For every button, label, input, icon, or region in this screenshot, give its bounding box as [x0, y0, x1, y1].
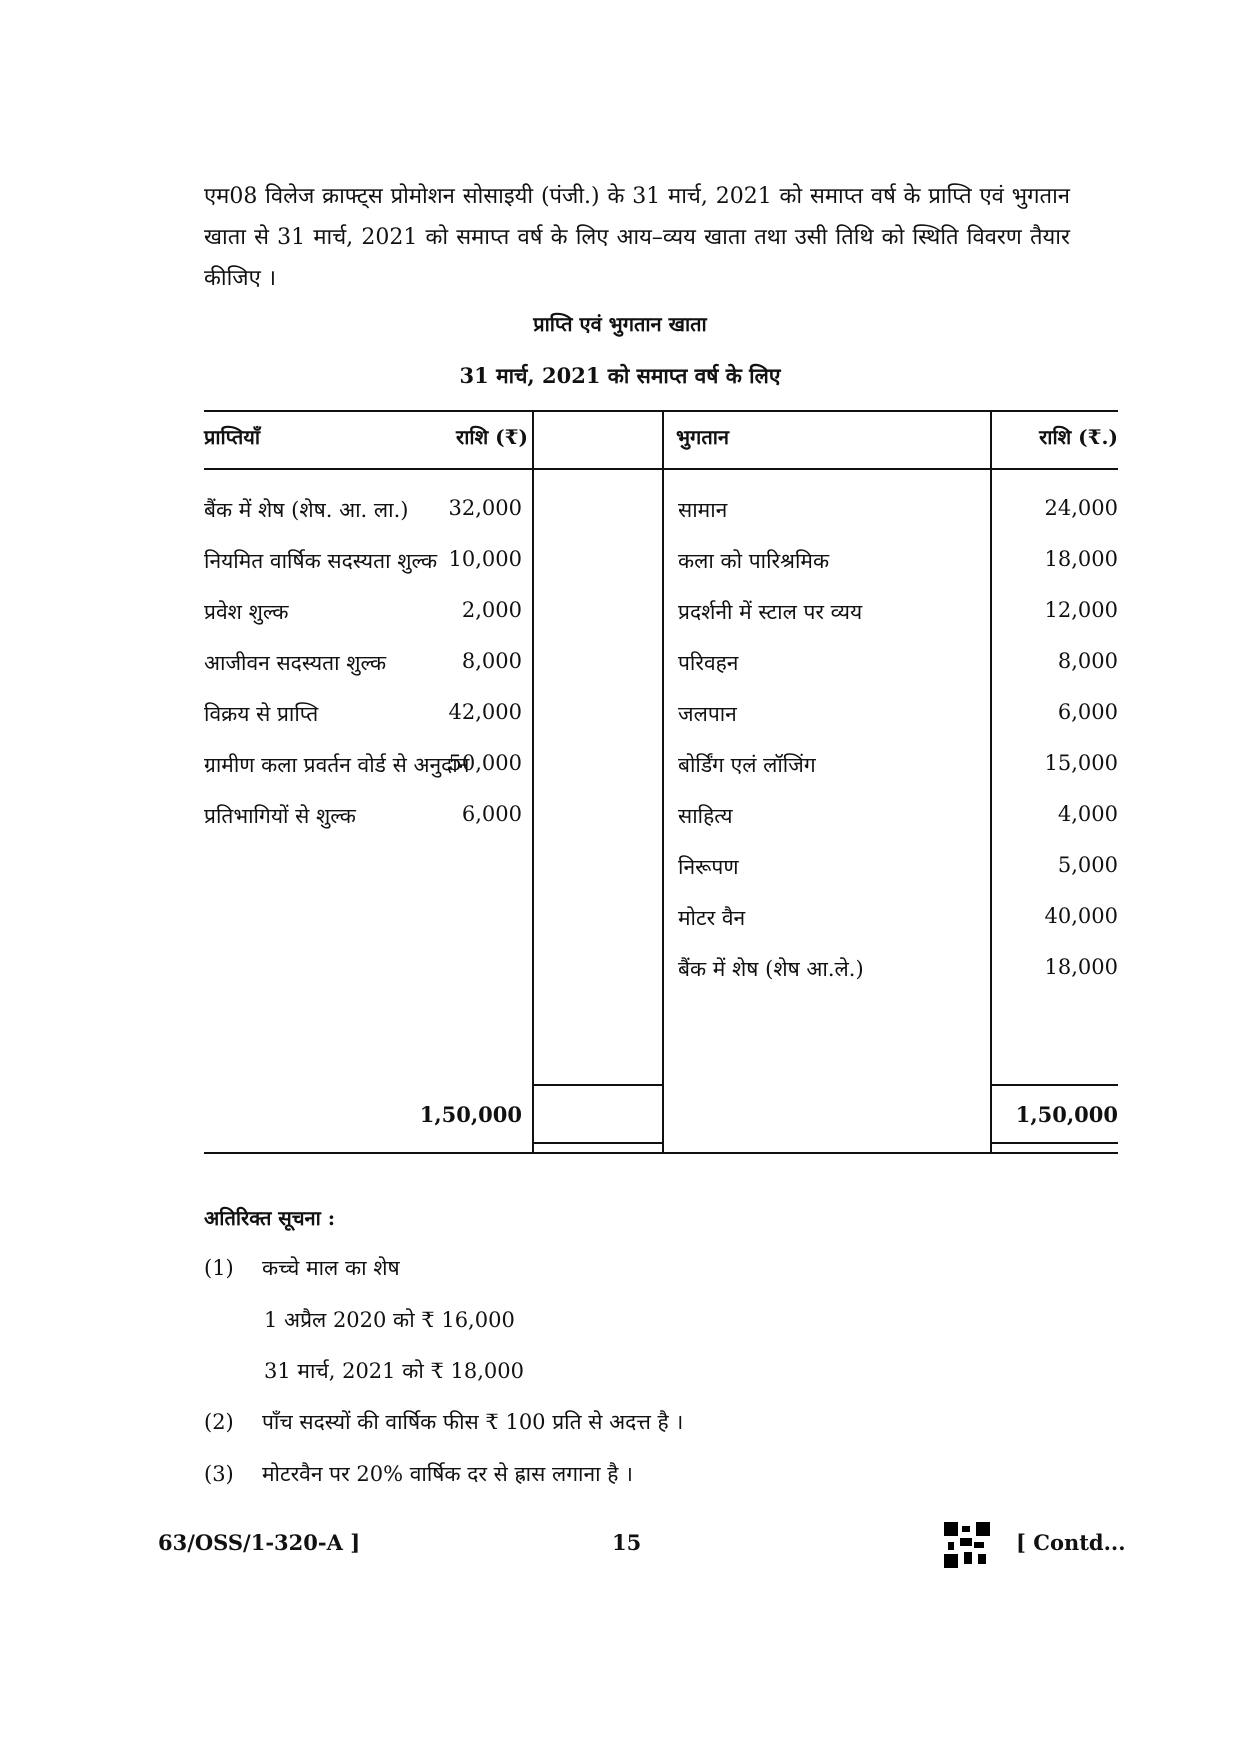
- table-row: [204, 904, 1118, 944]
- table-row: [204, 751, 1118, 791]
- table-row: [204, 955, 1118, 995]
- table-row: [204, 853, 1118, 893]
- note-text: मोटरवैन पर 20% वार्षिक दर से ह्रास लगाना है ।: [262, 1462, 634, 1486]
- receipt-label: नियमित वार्षिक सदस्यता शुल्क: [204, 549, 438, 573]
- payment-label: बोर्डिंग एलं लॉजिंग: [678, 753, 816, 777]
- table-row: [204, 496, 1118, 536]
- payment-amount: 15,000: [1044, 751, 1118, 775]
- continued-label: [ Contd...: [1016, 1530, 1126, 1555]
- payment-amount: 18,000: [1044, 547, 1118, 571]
- receipt-amount: 6,000: [461, 802, 522, 826]
- receipts-amount-header: राशि (₹): [456, 425, 528, 449]
- payment-amount: 6,000: [1057, 700, 1118, 724]
- payments-header: भुगतान: [676, 425, 729, 449]
- note-subline: 31 मार्च, 2021 को ₹ 18,000: [264, 1359, 524, 1383]
- page-number: 15: [612, 1530, 642, 1555]
- payment-label: प्रदर्शनी में स्टाल पर व्यय: [678, 600, 863, 624]
- payments-total: 1,50,000: [1015, 1102, 1118, 1127]
- note-number: (1): [204, 1256, 234, 1280]
- receipt-amount: 42,000: [448, 700, 522, 724]
- note-text: पाँच सदस्यों की वार्षिक फीस ₹ 100 प्रति से अदत्त है ।: [262, 1410, 684, 1434]
- receipt-amount: 2,000: [461, 598, 522, 622]
- receipt-amount: 32,000: [448, 496, 522, 520]
- receipts-header: प्राप्तियाँ: [204, 425, 261, 449]
- table-row: [204, 598, 1118, 638]
- table-row: [204, 547, 1118, 587]
- receipt-label: प्रवेश शुल्क: [204, 600, 289, 624]
- account-title: प्राप्ति एवं भुगतान खाता: [533, 312, 707, 336]
- payment-label: सामान: [678, 498, 728, 522]
- payments-total-double-rule: [992, 1142, 1118, 1144]
- note-text: कच्चे माल का शेष: [262, 1256, 400, 1280]
- payment-label: निरूपण: [678, 855, 739, 879]
- receipts-total: 1,50,000: [419, 1102, 522, 1127]
- table-row: [204, 649, 1118, 689]
- payment-amount: 8,000: [1057, 649, 1118, 673]
- payment-amount: 5,000: [1057, 853, 1118, 877]
- paper-code: 63/OSS/1-320-A ]: [158, 1530, 361, 1555]
- note-number: (3): [204, 1462, 234, 1486]
- receipt-amount: 10,000: [448, 547, 522, 571]
- table-bottom-rule: [204, 1152, 1118, 1154]
- payment-amount: 18,000: [1044, 955, 1118, 979]
- payment-label: साहित्य: [678, 804, 733, 828]
- payment-label: जलपान: [678, 702, 737, 726]
- account-subtitle: 31 मार्च, 2021 को समाप्त वर्ष के लिए: [459, 363, 781, 388]
- receipt-amount: 8,000: [461, 649, 522, 673]
- payments-amount-header: राशि (₹.): [1039, 425, 1118, 449]
- receipt-label: आजीवन सदस्यता शुल्क: [204, 651, 387, 675]
- question-intro: एम08 विलेज क्राफ्ट्स प्रोमोशन सोसाइयी (पंजी.) के 31 मार्च, 2021 को समाप्त वर्ष के प्राप्ति एवं भुगतान खाता से 31 मार्च, 2021 को समाप्त वर्ष के लिए आय–व्यय खाता तथा उसी तिथि को स्थिति विवरण तैयार कीजिए ।: [204, 184, 1070, 291]
- receipt-amount: 50,000: [448, 751, 522, 775]
- payment-label: मोटर वैन: [678, 906, 746, 930]
- receipt-label: प्रतिभागियों से शुल्क: [204, 804, 356, 828]
- payment-label: कला को पारिश्रमिक: [678, 549, 830, 573]
- note-item: [204, 1408, 683, 1436]
- table-row: [204, 700, 1118, 740]
- table-top-rule: [204, 410, 1118, 412]
- qr-code-icon: [944, 1522, 990, 1568]
- receipts-total-rule: [534, 1084, 662, 1086]
- note-number: (2): [204, 1410, 234, 1434]
- payment-amount: 12,000: [1044, 598, 1118, 622]
- notes-title: अतिरिक्त सूचना :: [204, 1206, 336, 1230]
- receipts-total-double-rule: [534, 1142, 662, 1144]
- receipt-label: ग्रामीण कला प्रवर्तन वोर्ड से अनुदान: [204, 753, 470, 777]
- table-row: [204, 802, 1118, 842]
- receipt-label: बैंक में शेष (शेष. आ. ला.): [204, 498, 409, 522]
- payment-label: परिवहन: [678, 651, 739, 675]
- payment-amount: 40,000: [1044, 904, 1118, 928]
- receipts-payments-table: [204, 410, 1118, 1153]
- note-item: [204, 1254, 400, 1282]
- note-item: [204, 1460, 633, 1488]
- payment-amount: 4,000: [1057, 802, 1118, 826]
- payment-label: बैंक में शेष (शेष आ.ले.): [678, 957, 864, 981]
- payment-amount: 24,000: [1044, 496, 1118, 520]
- note-subline: 1 अप्रैल 2020 को ₹ 16,000: [264, 1308, 515, 1332]
- table-header-rule: [204, 468, 1118, 470]
- payments-total-rule: [992, 1084, 1118, 1086]
- receipt-label: विक्रय से प्राप्ति: [204, 702, 319, 726]
